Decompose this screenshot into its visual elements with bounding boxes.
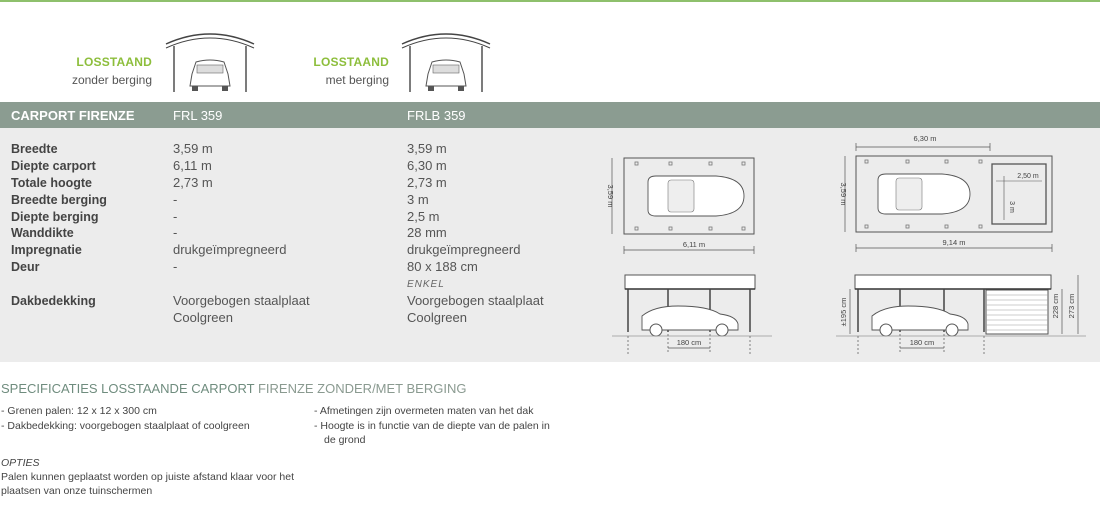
note-right: - Hoogte is in functie van de diepte van de palen in — [314, 420, 550, 432]
frlb-value: 28 mm — [407, 225, 447, 240]
frlb-value: 2,5 m — [407, 209, 440, 224]
carport-with-storage-icon — [400, 26, 492, 94]
options-text: plaatsen van onze tuinschermen — [1, 485, 153, 497]
frl-value: drukgeïmpregneerd — [173, 242, 287, 257]
shed-depth-label: 3 m — [1008, 201, 1015, 213]
heading-bold: SPECIFICATIES LOSSTAANDE CARPORT — [1, 381, 255, 396]
header-title-1: LOSSTAAND — [76, 55, 152, 69]
spec-label: Breedte berging — [11, 193, 107, 207]
height-273-label: 273 cm — [1067, 293, 1076, 319]
options-title: OPTIES — [1, 457, 40, 469]
frl-value: - — [173, 225, 178, 240]
spec-label: Diepte berging — [11, 210, 99, 224]
frl-value: 2,73 m — [173, 175, 213, 190]
height-228-label: 228 cm — [1051, 293, 1060, 319]
top-divider — [0, 0, 1100, 2]
note-left: - Grenen palen: 12 x 12 x 300 cm — [1, 405, 157, 417]
plan2-width-label: 3,59 m — [839, 182, 848, 206]
side-view-frl — [612, 270, 772, 356]
frl-value: - — [173, 259, 178, 274]
heading-rest: FIRENZE ZONDER/MET BERGING — [257, 381, 467, 396]
frl-value: 3,59 m — [173, 141, 213, 156]
frlb-value: 3,59 m — [407, 141, 447, 156]
frl-value: - — [173, 192, 178, 207]
side1-clear-label: 180 cm — [676, 338, 702, 347]
frlb-value: Voorgebogen staalplaat — [407, 293, 544, 308]
door-type: ENKEL — [407, 279, 445, 290]
frlb-value: drukgeïmpregneerd — [407, 242, 521, 257]
note-right: de grond — [324, 434, 366, 446]
floor-plan-frlb — [832, 132, 1062, 254]
plan1-length-label: 6,11 m — [682, 240, 706, 249]
product-name: CARPORT FIRENZE — [11, 108, 135, 123]
side2-clear-label: 180 cm — [909, 338, 935, 347]
post-height-label: ±195 cm — [839, 297, 848, 327]
carport-icon — [164, 26, 256, 94]
plan2-top-label: 6,30 m — [913, 134, 937, 143]
specifications-heading — [1, 381, 466, 396]
frlb-value: 3 m — [407, 192, 429, 207]
spec-label: Breedte — [11, 142, 58, 156]
side-view-frlb — [836, 270, 1086, 356]
options-text: Palen kunnen geplaatst worden op juiste afstand klaar voor het — [1, 471, 295, 483]
frlb-value: 80 x 188 cm — [407, 259, 478, 274]
spec-label: Totale hoogte — [11, 176, 93, 190]
frlb-value: 2,73 m — [407, 175, 447, 190]
model-frl: FRL 359 — [173, 108, 223, 123]
floor-plan-frl — [596, 150, 766, 260]
spec-label: Diepte carport — [11, 159, 96, 173]
spec-label: Dakbedekking — [11, 294, 96, 308]
plan2-bottom-label: 9,14 m — [942, 238, 966, 247]
frlb-value: Coolgreen — [407, 310, 467, 325]
model-frlb: FRLB 359 — [407, 108, 466, 123]
frl-value: Voorgebogen staalplaat — [173, 293, 310, 308]
frlb-value: 6,30 m — [407, 158, 447, 173]
frl-value: Coolgreen — [173, 310, 233, 325]
note-left: - Dakbedekking: voorgebogen staalplaat of coolgreen — [1, 420, 250, 432]
spec-label: Wanddikte — [11, 226, 74, 240]
plan1-width-label: 3,59 m — [606, 184, 615, 208]
frl-value: 6,11 m — [173, 158, 212, 173]
note-right: - Afmetingen zijn overmeten maten van het dak — [314, 405, 534, 417]
shed-width-label: 2,50 m — [1017, 173, 1039, 180]
frl-value: - — [173, 209, 178, 224]
spec-label: Impregnatie — [11, 243, 82, 257]
header-subtitle-2: met berging — [325, 73, 389, 87]
model-band — [0, 102, 1100, 128]
header-subtitle-1: zonder berging — [71, 73, 152, 87]
spec-label: Deur — [11, 260, 40, 274]
header-title-2: LOSSTAAND — [313, 55, 389, 69]
